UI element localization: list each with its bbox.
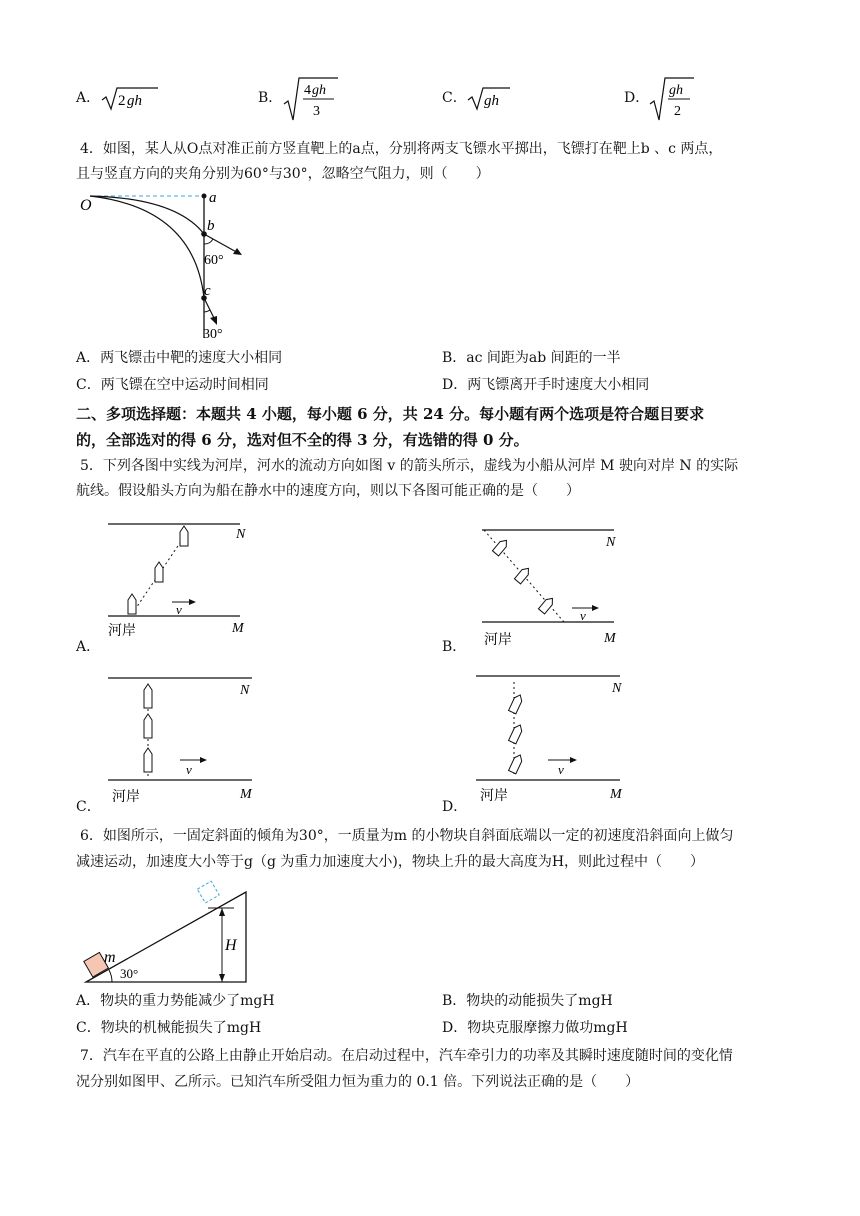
q5-figure-b — [474, 522, 634, 652]
svg-text:N: N — [240, 683, 250, 698]
q7-stem-line1: 7．汽车在平直的公路上由静止开始启动。在启动过程中，汽车牵引力的功率及其瞬时速度随时间的变化情 — [80, 1048, 733, 1064]
q6-option-b: B．物块的动能损失了mgH — [442, 993, 613, 1009]
svg-text:3: 3 — [313, 104, 320, 119]
label-angle: 30° — [120, 966, 139, 981]
svg-text:4: 4 — [304, 83, 311, 98]
label-a: a — [209, 190, 217, 206]
svg-text:gh: gh — [669, 83, 683, 98]
trajectory-c — [90, 196, 204, 298]
q6-stem-line2: 减速运动，加速度大小等于g（g 为重力加速度大小)，物块上升的最大高度为H，则此过程中（ ） — [76, 854, 705, 870]
trajectory-b — [90, 196, 204, 234]
q5-stem-line2: 航线。假设船头方向为船在静水中的速度方向，则以下各图可能正确的是（ ） — [76, 483, 580, 499]
velocity-arrow-icon — [592, 605, 599, 611]
svg-text:N: N — [612, 681, 622, 696]
svg-text:gh: gh — [484, 93, 499, 109]
svg-text:gh: gh — [312, 83, 326, 98]
q5-figure-c — [100, 670, 264, 804]
q3-option-a: A． — [76, 90, 101, 106]
svg-text:2: 2 — [118, 93, 126, 109]
q3-option-b-radical — [282, 76, 342, 122]
q5-figure-a — [100, 516, 260, 646]
q6-option-d: D．物块克服摩擦力做功mgH — [442, 1020, 628, 1036]
q3-option-d-radical — [648, 76, 698, 122]
label-angle-30: 30° — [203, 327, 223, 340]
svg-text:N: N — [236, 527, 246, 542]
boat-icon — [144, 684, 152, 772]
q4-figure — [76, 188, 256, 340]
section2-heading-line2: 的，全部选对的得 6 分，选对但不全的得 3 分，有选错的得 0 分。 — [76, 431, 529, 449]
q6-option-a: A．物块的重力势能减少了mgH — [76, 993, 275, 1009]
boat-icon — [492, 538, 555, 614]
svg-text:M: M — [240, 787, 252, 802]
q4-option-c: C．两飞镖在空中运动时间相同 — [76, 377, 269, 393]
q5-figure-d-letter: D． — [442, 799, 468, 815]
svg-text:N: N — [606, 535, 616, 550]
label-angle-60: 60° — [204, 253, 224, 268]
q5-figure-c-letter: C． — [76, 799, 101, 815]
q3-option-c-radical — [466, 84, 516, 112]
q6-figure — [76, 880, 256, 986]
svg-text:v: v — [558, 762, 564, 777]
svg-text:v: v — [580, 608, 586, 623]
svg-text:v: v — [176, 602, 182, 617]
q4-option-a: A．两飞镖击中靶的速度大小相同 — [76, 350, 283, 366]
label-h: H — [225, 937, 237, 954]
svg-text:河岸: 河岸 — [480, 788, 508, 804]
svg-text:河岸: 河岸 — [108, 623, 136, 639]
svg-text:河岸: 河岸 — [484, 632, 512, 648]
svg-text:2: 2 — [674, 104, 681, 119]
svg-text:M: M — [604, 631, 616, 646]
arrow-c-icon — [210, 316, 217, 325]
q6-stem-line1: 6．如图所示，一固定斜面的倾角为30°，一质量为m 的小物块自斜面底端以一定的初速度沿斜面向上做匀 — [80, 828, 734, 844]
svg-text:河岸: 河岸 — [112, 789, 140, 804]
q5-figure-a-letter: A． — [76, 639, 101, 655]
section2-heading-line1: 二、多项选择题：本题共 4 小题，每小题 6 分，共 24 分。每小题有两个选项是符合题目要求 — [76, 405, 705, 423]
velocity-arrow-icon — [189, 599, 196, 605]
q4-option-d: D．两飞镖离开手时速度大小相同 — [442, 377, 650, 393]
svg-text:v: v — [186, 762, 192, 777]
q5-stem-line1: 5．下列各图中实线为河岸，河水的流动方向如图 v 的箭头所示，虚线为小船从河岸 M 驶向对岸 N 的实际 — [80, 458, 739, 474]
q7-stem-line2: 况分别如图甲、乙所示。已知汽车所受阻力恒为重力的 0.1 倍。下列说法正确的是（ ） — [76, 1074, 640, 1090]
q4-stem-line2: 且与竖直方向的夹角分别为60°与30°，忽略空气阻力，则（ ） — [76, 166, 490, 182]
q3-option-c: C． — [442, 90, 467, 106]
q6-option-c: C．物块的机械能损失了mgH — [76, 1020, 262, 1036]
label-o: O — [80, 197, 92, 214]
q3-option-b: B． — [258, 90, 283, 106]
q3-option-d: D． — [624, 90, 650, 106]
q4-stem-line1: 4．如图，某人从O点对准正前方竖直靶上的a点，分别将两支飞镖水平掷出，飞镖打在靶上b 、c 两点， — [80, 141, 723, 157]
q5-figure-d — [468, 668, 632, 804]
svg-text:gh: gh — [127, 93, 142, 109]
label-c: c — [204, 283, 211, 299]
velocity-arrow-icon — [570, 757, 577, 763]
label-m: m — [104, 949, 116, 966]
label-b: b — [207, 218, 215, 234]
boat-icon — [509, 693, 524, 774]
boat-icon — [128, 526, 188, 614]
svg-text:M: M — [232, 621, 244, 636]
velocity-arrow-icon — [200, 757, 207, 763]
svg-text:M: M — [610, 787, 622, 802]
q5-figure-b-letter: B． — [442, 639, 467, 655]
q3-option-a-radical — [100, 84, 160, 112]
q4-option-b: B．ac 间距为ab 间距的一半 — [442, 350, 621, 366]
